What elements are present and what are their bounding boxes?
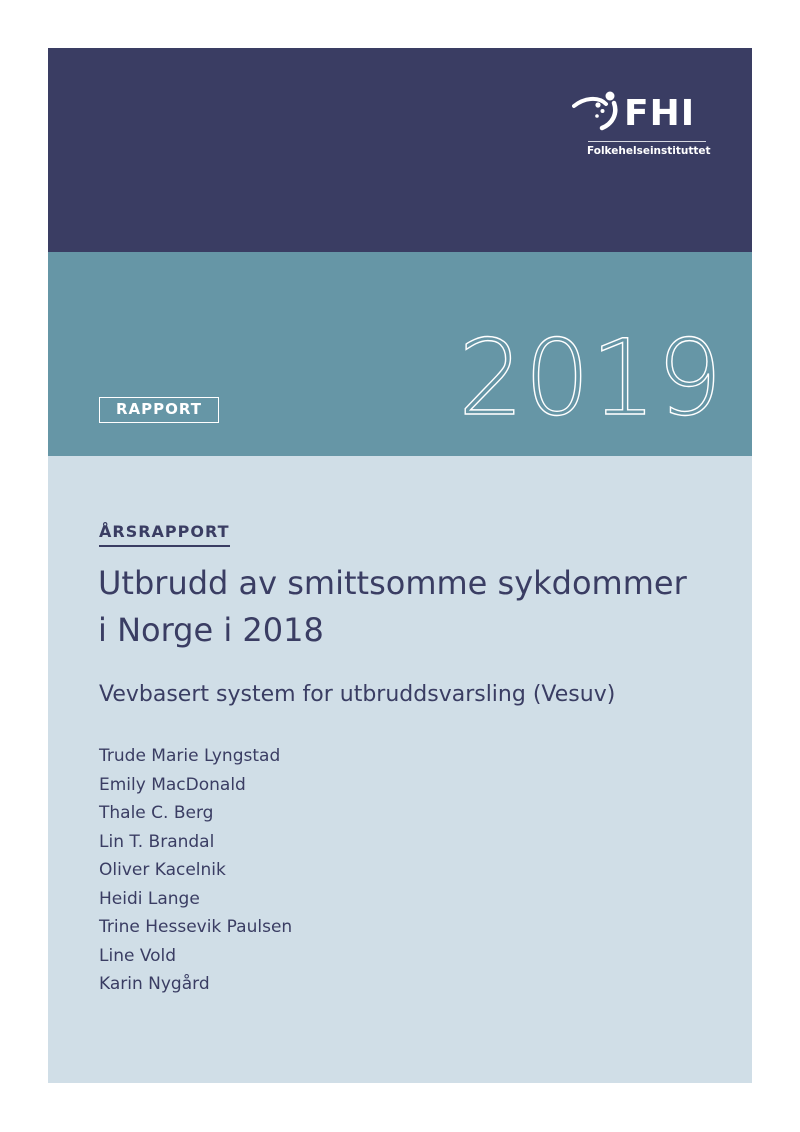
report-title-line-1: Utbrudd av smittsomme sykdommer: [98, 564, 687, 602]
author-name: Oliver Kacelnik: [99, 860, 226, 880]
author-name: Heidi Lange: [99, 888, 200, 909]
report-kicker: ÅRSRAPPORT: [99, 522, 230, 547]
fhi-figure-icon: [572, 90, 622, 134]
fhi-logo: [570, 88, 710, 160]
author-name: Thale C. Berg: [99, 803, 214, 823]
author-name: Lin T. Brandal: [99, 831, 215, 852]
author-name: Trine Hessevik Paulsen: [99, 917, 293, 937]
author-name: Emily MacDonald: [99, 774, 246, 795]
logo-divider: [588, 141, 706, 142]
report-subtitle: Vevbasert system for utbruddsvarsling (Vesuv): [99, 682, 616, 707]
report-type-badge: RAPPORT: [99, 397, 219, 423]
author-list: [99, 742, 292, 999]
report-title-line-2: i Norge i 2018: [98, 611, 324, 649]
author-name: Trude Marie Lyngstad: [99, 746, 281, 766]
author-name: Line Vold: [99, 945, 177, 966]
logo-subtitle: Folkehelseinstituttet: [587, 145, 711, 157]
header-band: [48, 48, 752, 252]
author-name: Karin Nygård: [99, 974, 210, 994]
report-year: 2019: [458, 317, 723, 439]
report-cover: [48, 48, 752, 1083]
report-title: [98, 560, 738, 654]
logo-wordmark: FHI: [624, 93, 696, 134]
